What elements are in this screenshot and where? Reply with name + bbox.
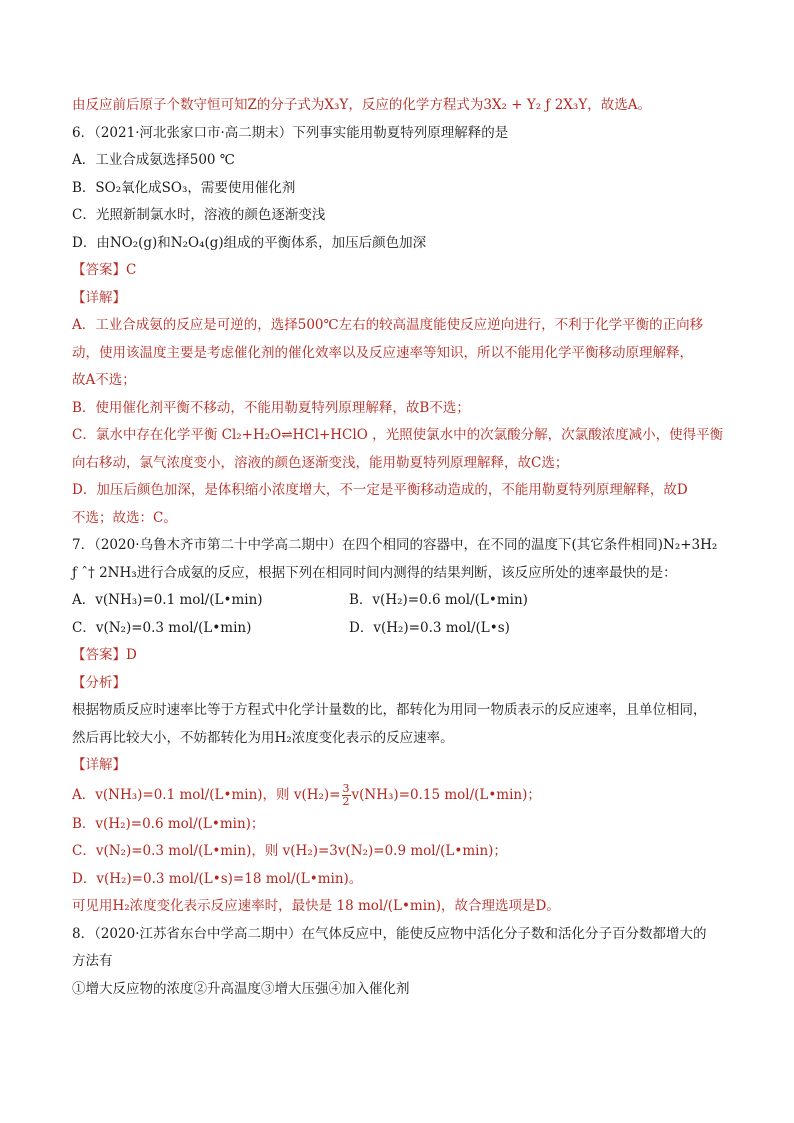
q6-detail-line: 不选；故选：C。 xyxy=(72,509,177,526)
q6-option-b: B．SO₂氧化成SO₃，需要使用催化剂 xyxy=(72,179,296,196)
q7-option-b: B．v(H₂)=0.6 mol/(L•min) xyxy=(349,592,528,608)
q6-detail-line: 动，使用该温度主要是考虑催化剂的催化效率以及反应速率等知识，所以不能用化学平衡移动原理解释， xyxy=(72,344,693,361)
q6-option-c: C．光照新制氯水时，溶液的颜色逐渐变浅 xyxy=(72,207,326,223)
q7-detail-a-text: A．v(NH₃)=0.1 mol/(L•min)，则 v(H₂)= xyxy=(72,786,341,803)
question-8-stem: 8．（2020·江苏省东台中学高二期中）在气体反应中，能使反应物中活化分子数和活化分子百分数都增大的 xyxy=(72,925,707,942)
question-6-stem: 6．（2021·河北张家口市·高二期末）下列事实能用勒夏特列原理解释的是 xyxy=(72,124,509,141)
q7-option-a: A．v(NH₃)=0.1 mol/(L•min) xyxy=(72,592,263,608)
question-7-stem: 7．（2020·乌鲁木齐市第二十中学高二期中）在四个相同的容器中，在不同的温度下(其它条件相同)N₂+3H₂ xyxy=(72,537,718,553)
q7-analysis-heading: 【分析】 xyxy=(72,674,126,691)
q6-answer: 【答案】C xyxy=(72,262,137,278)
q7-detail-line-d: D．v(H₂)=0.3 mol/(L•s)=18 mol/(L•min)。 xyxy=(72,870,363,887)
q7-option-d: D．v(H₂)=0.3 mol/(L•s) xyxy=(349,619,510,636)
q7-options-row-2 xyxy=(72,615,728,643)
fraction-denominator: 2 xyxy=(342,794,350,808)
question-7-stem-cont: ƒ ˆ† 2NH₃进行合成氨的反应，根据下列在相同时间内测得的结果判断，该反应所处的速率最快的是： xyxy=(72,564,677,581)
fraction-numerator: 3 xyxy=(342,781,350,795)
fraction xyxy=(342,783,351,808)
q8-choices: ①增大反应物的浓度②升高温度③增大压强④加入催化剂 xyxy=(72,980,410,997)
q7-analysis-line: 然后再比较大小，不妨都转化为用H₂浓度变化表示的反应速率。 xyxy=(72,729,454,746)
q7-detail-line-a xyxy=(72,780,728,811)
document-page xyxy=(72,92,728,1003)
q6-detail-line: D．加压后颜色加深，是体积缩小浓度增大，不一定是平衡移动造成的，不能用勒夏特列原理解释，故D xyxy=(72,482,688,498)
q6-detail-line: 向右移动，氯气浓度变小，溶液的颜色逐渐变浅，能用勒夏特列原理解释，故C选； xyxy=(72,454,569,471)
q6-detail-line: A．工业合成氨的反应是可逆的，选择500℃左右的较高温度能使反应逆向进行，不利于化学平衡的正向移 xyxy=(72,317,704,333)
q7-detail-line-c: C．v(N₂)=0.3 mol/(L•min)，则 v(H₂)=3v(N₂)=0.9 mol/(L•min)； xyxy=(72,843,507,859)
q7-detail-a-text-cont: v(NH₃)=0.15 mol/(L•min)； xyxy=(351,786,541,803)
q6-detail-heading: 【详解】 xyxy=(72,289,126,306)
q6-detail-line: B．使用催化剂平衡不移动，不能用勒夏特列原理解释，故B不选； xyxy=(72,399,470,416)
question-8-stem-cont: 方法有 xyxy=(72,953,113,969)
q7-option-c: C．v(N₂)=0.3 mol/(L•min) xyxy=(72,619,252,636)
q7-detail-heading: 【详解】 xyxy=(72,757,126,773)
q6-option-a: A．工业合成氨选择500 ℃ xyxy=(72,152,235,168)
q7-options-row-1 xyxy=(72,587,728,615)
q7-conclusion: 可见用H₂浓度变化表示反应速率时，最快是 18 mol/(L•min)，故合理选项是D。 xyxy=(72,898,560,914)
solution-line: 由反应前后原子个数守恒可知Z的分子式为X₃Y，反应的化学方程式为3X₂ + Y₂ ƒ 2X₃Y，故选A。 xyxy=(72,97,651,113)
q7-detail-line-b: B．v(H₂)=0.6 mol/(L•min)； xyxy=(72,815,265,832)
q6-option-d: D．由NO₂(g)和N₂O₄(g)组成的平衡体系，加压后颜色加深 xyxy=(72,234,427,251)
q7-answer: 【答案】D xyxy=(72,647,137,663)
q6-detail-line: C．氯水中存在化学平衡 Cl₂+H₂O⇌HCl+HClO ，光照使氯水中的次氯酸分解，次氯酸浓度减小，使得平衡 xyxy=(72,427,724,443)
q7-analysis-line: 根据物质反应时速率比等于方程式中化学计量数的比，都转化为用同一物质表示的反应速率，且单位相同， xyxy=(72,702,707,718)
q6-detail-line: 故A不选； xyxy=(72,372,136,388)
